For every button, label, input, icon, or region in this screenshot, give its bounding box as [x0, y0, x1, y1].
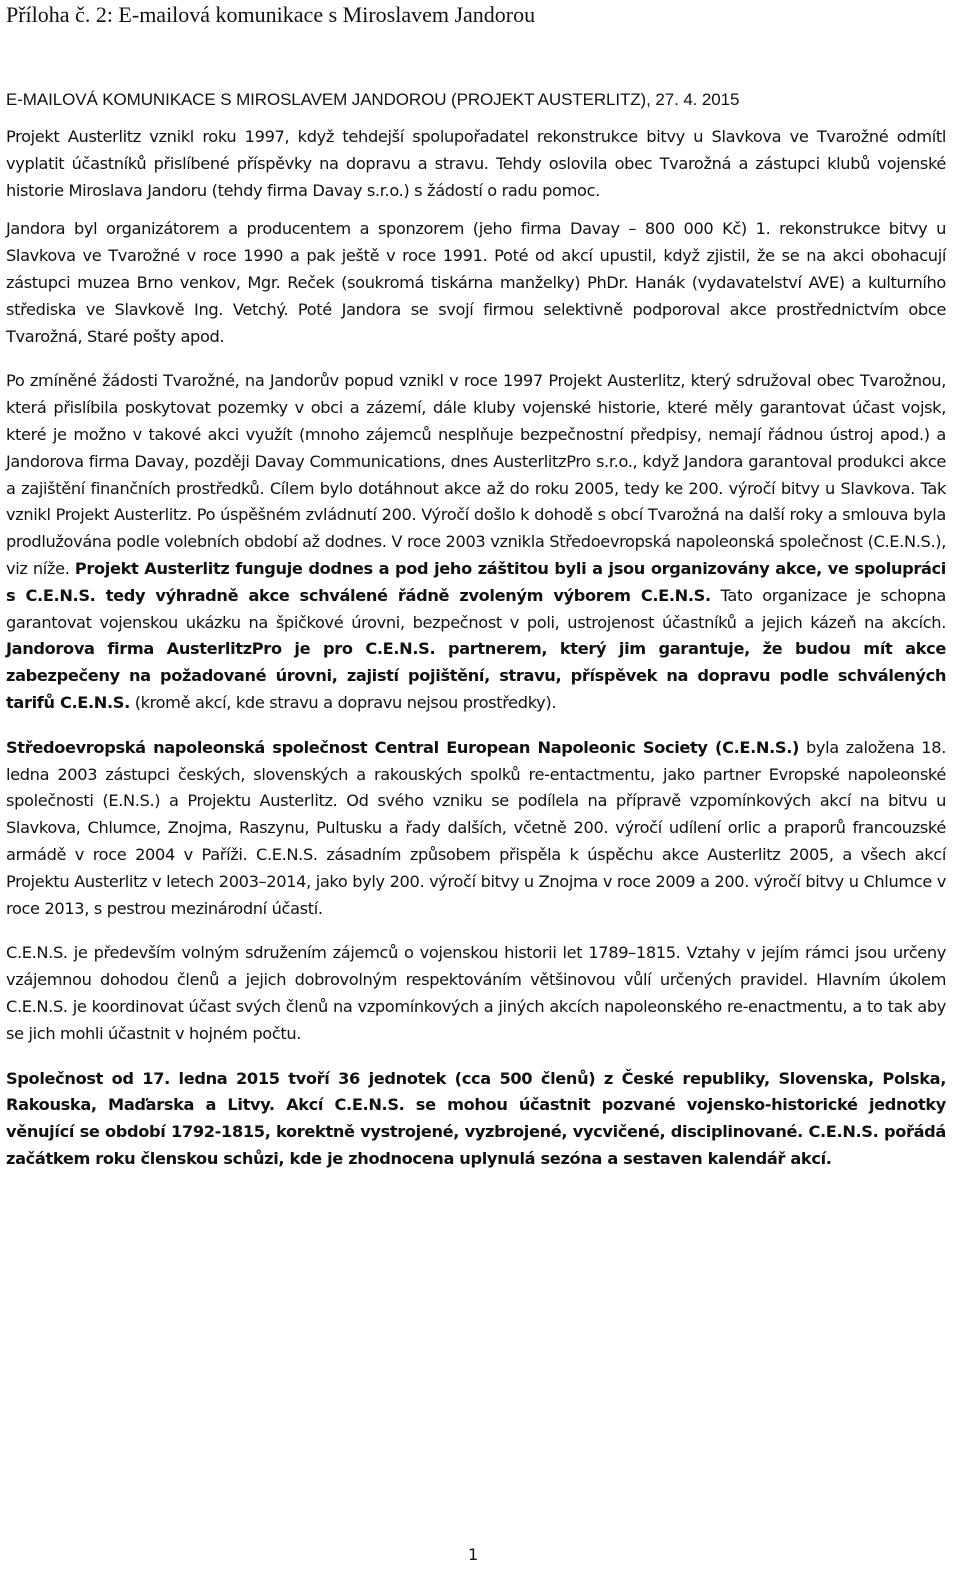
paragraph-3-text-e: (kromě akcí, kde stravu a dopravu nejsou prostředky). — [134, 692, 557, 712]
paragraph-3-bold-d: Jandorova firma AusterlitzPro je pro C.E.N.S. partnerem, který jim garantuje, že budou mít akce zabezpečeny na požadované úrovni, zajistí pojištění, stravu, příspěvek na dopravu podle schválených tarifů C.E.N.S. — [6, 639, 946, 712]
paragraph-4 — [6, 735, 946, 923]
paragraph-3-text-a: Po zmíněné žádosti Tvarožné, na Jandorův popud vznikl v roce 1997 Projekt Austerlitz, který sdružoval obec Tvarožnou, která přislíbila poskytovat pozemky v obci a zázemí, dále kluby vojenské historie, které měly garantovat účast vojsk, které je možno v takové akci využít (mnoho zájemců nesplňuje bezpečnostní předpisy, nemají řádnou ústroj apod.) a Jandorova firma Davay, později Davay Communications, dnes AusterlitzPro s.r.o., když Jandora garantoval produkci akce a zajištění finančních prostředků. Cílem bylo dotáhnout akce až do roku 2005, tedy ke 200. výročí bitvy u Slavkova. Tak vznikl Projekt Austerlitz. Po úspěšném zvládnutí 200. Výročí došlo k dohodě s obcí Tvarožná na další roky a smlouva byla prodlužována podle volebních období až dodnes. V roce 2003 vznikla Středoevropská napoleonská společnost (C.E.N.S.), viz níže. — [6, 371, 946, 578]
paragraph-2: Jandora byl organizátorem a producentem a sponzorem (jeho firma Davay – 800 000 Kč) 1. rekonstrukce bitvy u Slavkova ve Tvarožné v roce 1990 a pak ještě v roce 1991. Poté od akcí upustil, když zjistil, že se na akci obohacují zástupci muzea Brno venkov, Mgr. Reček (soukromá tiskárna manželky) PhDr. Hanák (vydavatelství AVE) a kulturního střediska ve Slavkově Ing. Vetchý. Poté Jandora se svojí firmou selektivně podporoval akce prostřednictvím obce Tvarožná, Staré pošty apod. — [6, 219, 946, 346]
paragraph-3-bold-b: Projekt Austerlitz funguje dodnes a pod jeho záštitou byli a jsou organizovány akce, ve spolupráci s C.E.N.S. tedy výhradně akce schválené řádně zvoleným výborem C.E.N.S. — [6, 558, 947, 605]
email-subtitle: E-MAILOVÁ KOMUNIKACE S MIROSLAVEM JANDOROU (PROJEKT AUSTERLITZ), 27. 4. 2015 — [6, 90, 740, 109]
paragraph-1: Projekt Austerlitz vznikl roku 1997, když tehdejší spolupořadatel rekonstrukce bitvy u Slavkova ve Tvarožné odmítl vyplatit účastníků přislíbené příspěvky na dopravu a stravu. Tehdy oslovila obec Tvarožná a zástupci klubů vojenské historie Miroslava Jandoru (tehdy firma Davay s.r.o.) s žádostí o radu pomoc. — [6, 127, 946, 200]
paragraph-3 — [6, 368, 946, 716]
paragraph-6 — [6, 1066, 946, 1173]
paragraph-5: C.E.N.S. je především volným sdružením zájemců o vojenskou historii let 1789–1815. Vztahy v jejím rámci jsou určeny vzájemnou dohodou členů a jejich dobrovolným respektováním většinovou vůlí určených pravidel. Hlavním úkolem C.E.N.S. je koordinovat účast svých členů na vzpomínkových a jiných akcích napoleonského re-enactmentu, a to tak aby se jich mohli účastnit v hojném počtu. — [6, 943, 946, 1043]
appendix-heading: Příloha č. 2: E-mailová komunikace s Miroslavem Jandorou — [6, 2, 536, 27]
paragraph-4-text: byla založena 18. ledna 2003 zástupci českých, slovenských a rakouských spolků re-entactmentu, jako partner Evropské napoleonské společnosti (E.N.S.) a Projektu Austerlitz. Od svého vzniku se podílela na přípravě vzpomínkových akcí na bitvu u Slavkova, Chlumce, Znojma, Raszynu, Pultusku a řady dalších, včetně 200. výročí udílení orlic a praporů francouzské armádě v roce 2004 v Paříži. C.E.N.S. zásadním způsobem přispěla k úspěchu akce Austerlitz 2005, a všech akcí Projektu Austerlitz v letech 2003–2014, jako byly 200. výročí bitvy u Znojma v roce 2009 a 200. výročí bitvy u Chlumce v roce 2013, s pestrou mezinárodní účastí. — [6, 737, 946, 918]
paragraph-3-text-c: Tato organizace je schopna garantovat vojenskou ukázku na špičkové úrovni, bezpečnost v poli, ustrojenost účastníků a jejich kázeň na akcích. — [6, 585, 946, 632]
page-number: 1 — [468, 1545, 479, 1564]
paragraph-6-bold: Společnost od 17. ledna 2015 tvoří 36 jednotek (cca 500 členů) z České republiky, Slovenska, Polska, Rakouska, Maďarska a Litvy. Akcí C.E.N.S. se mohou účastnit pozvané vojensko-historické jednotky věnující se období 1792-1815, korektně vystrojené, vyzbrojené, vycvičené, disciplinované. C.E.N.S. pořádá začátkem roku členskou schůzi, kde je zhodnocena uplynulá sezóna a sestaven kalendář akcí. — [6, 1068, 946, 1168]
paragraph-4-bold: Středoevropská napoleonská společnost Central European Napoleonic Society (C.E.N.S.) — [6, 737, 800, 757]
document-body — [6, 124, 946, 1185]
